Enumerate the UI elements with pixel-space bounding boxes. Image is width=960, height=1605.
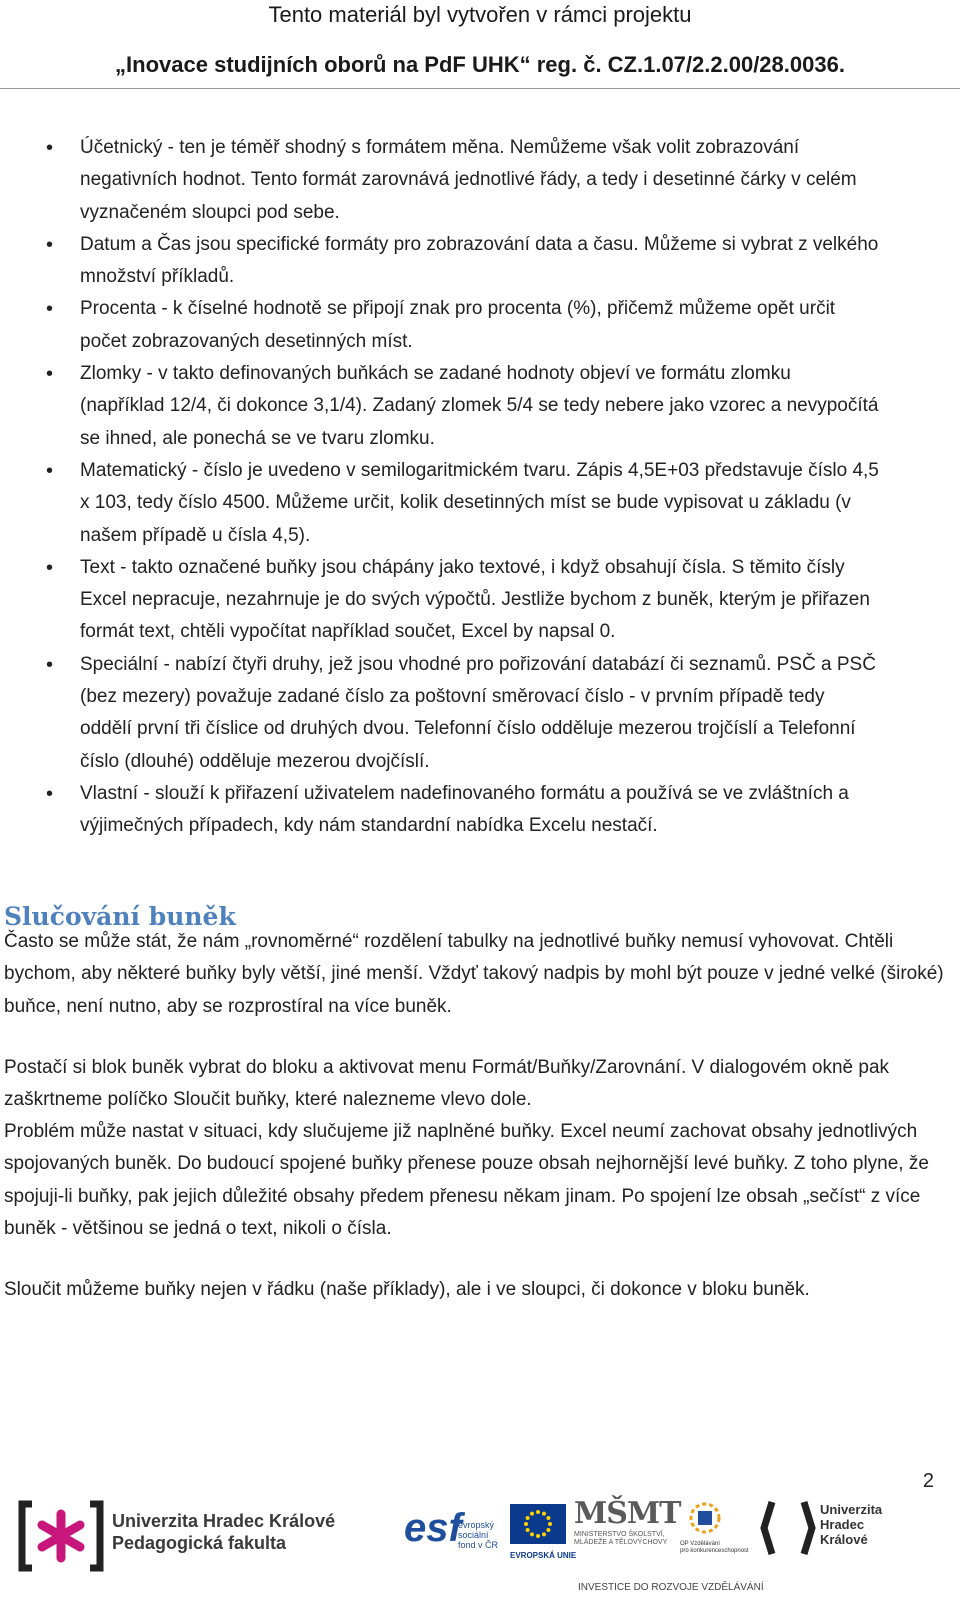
uhk-small-line-1: Univerzita [820,1502,883,1517]
uhk-pdf-text [112,1510,335,1554]
opvk-small-1: OP Vzdělávání [680,1541,720,1547]
opvk-small-2: pro konkurenceschopnost [680,1548,749,1554]
opvk-logo [680,1500,749,1555]
uhk-small-text [820,1502,882,1547]
bullet-list-container [0,132,960,843]
uhk-bracket-logo [760,1498,816,1558]
bullet-zlomky: • Zlomky - v takto definovaných buňkách se zadané hodnoty objeví ve formátu zlomku (například 12/4, či dokonce 3,1/4). Zadaný zlomek 5/4 se tedy nebere jako vzorec a nevypočítá se ihned, ale ponechá se ve tvaru zlomku. [80,358,880,455]
uhk-asterisk-logo [18,1500,104,1572]
esf-logo [404,1504,504,1564]
opvk-icon [680,1500,730,1536]
esf-small-2: sociální [458,1530,489,1540]
faculty-name: Pedagogická fakulta [112,1533,287,1553]
page-number: 2 [922,1470,934,1492]
eu-label: EVROPSKÁ UNIE [510,1551,577,1560]
msmt-small-2: MLÁDEŽE A TĚLOVÝCHOVY [574,1539,668,1546]
uhk-small-line-2: Hradec [820,1517,865,1532]
esf-small-3: fond v ČR [458,1540,499,1550]
paragraph-merge-note: Sloučit můžeme buňky nejen v řádku (naše příklady), ale i ve sloupci, či dokonce v bloku buněk. [4,1279,810,1300]
msmt-wordmark: MŠMT [574,1496,681,1531]
msmt-logo [574,1496,680,1547]
bullet-matematicky: • Matematický - číslo je uvedeno v semilogaritmickém tvaru. Zápis 4,5E+03 představuje číslo 4,5 x 103, tedy číslo 4500. Můžeme určit, kolik desetinných míst se bude vypisovat u základu (v našem případě u čísla 4,5). [80,455,880,552]
bullet-datum-cas: • Datum a Čas jsou specifické formáty pro zobrazování data a času. Můžeme si vybrat z velkého množství příkladů. [80,229,880,294]
footer-logos [0,1490,960,1605]
uhk-small-line-3: Králové [820,1532,868,1547]
eu-flag-icon [510,1504,566,1544]
esf-small-1: evropský [458,1520,495,1530]
bullet-ucetnicky: • Účetnický - ten je téměř shodný s formátem měna. Nemůžeme však volit zobrazování negativních hodnot. Tento formát zarovnává jednotlivé řády, a tedy i desetinné čárky v celém vyznačeném sloupci pod sebe. [80,132,880,229]
header-line-2: „Inovace studijních oborů na PdF UHK“ reg. č. CZ.1.07/2.2.00/28.0036. [115,52,845,77]
investment-slogan: INVESTICE DO ROZVOJE VZDĚLÁVÁNÍ [578,1582,764,1593]
bullet-specialni: • Speciální - nabízí čtyři druhy, jež jsou vhodné pro pořizování databází či seznamů. PSČ a PSČ (bez mezery) považuje zadané číslo za poštovní směrovací číslo - v prvním případě tedy oddělí první tři číslice od druhých dvou. Telefonní číslo odděluje mezerou trojčíslí a Telefonní číslo (dlouhé) odděluje mezerou dvojčíslí. [80,649,880,778]
uhk-name: Univerzita Hradec Králové [112,1511,336,1531]
bullet-vlastni: • Vlastní - slouží k přiřazení uživatelem nadefinovaného formátu a používá se ve zvláštních a výjimečných případech, kdy nám standardní nabídka Excelu nestačí. [80,778,880,843]
bullet-procenta: • Procenta - k číselné hodnotě se připojí znak pro procenta (%), přičemž můžeme opět určit počet zobrazovaných desetinných míst. [80,293,880,358]
bullet-text: • Text - takto označené buňky jsou chápány jako textové, i když obsahují čísla. S těmito čísly Excel nepracuje, nezahrnuje je do svých výpočtů. Jestliže bychom z buněk, kterým je přiřazen formát text, chtěli vypočítat například součet, Excel by napsal 0. [80,552,880,649]
header-line-1: Tento materiál byl vytvořen v rámci projektu [268,2,692,27]
paragraph-intro: Často se může stát, že nám „rovnoměrné“ rozdělení tabulky na jednotlivé buňky nemusí vyhovovat. Chtěli bychom, aby některé buňky byly větší, jiné menší. Vždyť takový nadpis by mohl být pouze v jedné velké (široké) buňce, není nutno, aby se rozprostíral na více buněk. [4,931,944,1017]
paragraph-problem: Problém může nastat v situaci, kdy slučujeme již naplněné buňky. Excel neumí zachovat obsahy jednotlivých spojovaných buněk. Do budoucí spojené buňky přenese pouze obsah nejhornější levé buňky. Z toho plyne, že spojuji-li buňky, pak jejich důležité obsahy předem přenesu někam jinam. Po spojení lze obsah „sečíst“ z více buněk - většinou se jedná o text, nikoli o čísla. [4,1121,929,1239]
format-bullet-list [0,132,880,843]
msmt-small-1: MINISTERSTVO ŠKOLSTVÍ, [574,1531,665,1538]
page-header [0,0,960,89]
section-title: Slučování buněk [4,902,236,931]
paragraph-howto: Postačí si blok buněk vybrat do bloku a aktivovat menu Formát/Buňky/Zarovnání. V dialogovém okně pak zaškrtneme políčko Sloučit buňky, které nalezneme vlevo dole. [4,1057,890,1111]
eu-logo [510,1504,576,1560]
esf-wordmark: esf [404,1506,462,1550]
